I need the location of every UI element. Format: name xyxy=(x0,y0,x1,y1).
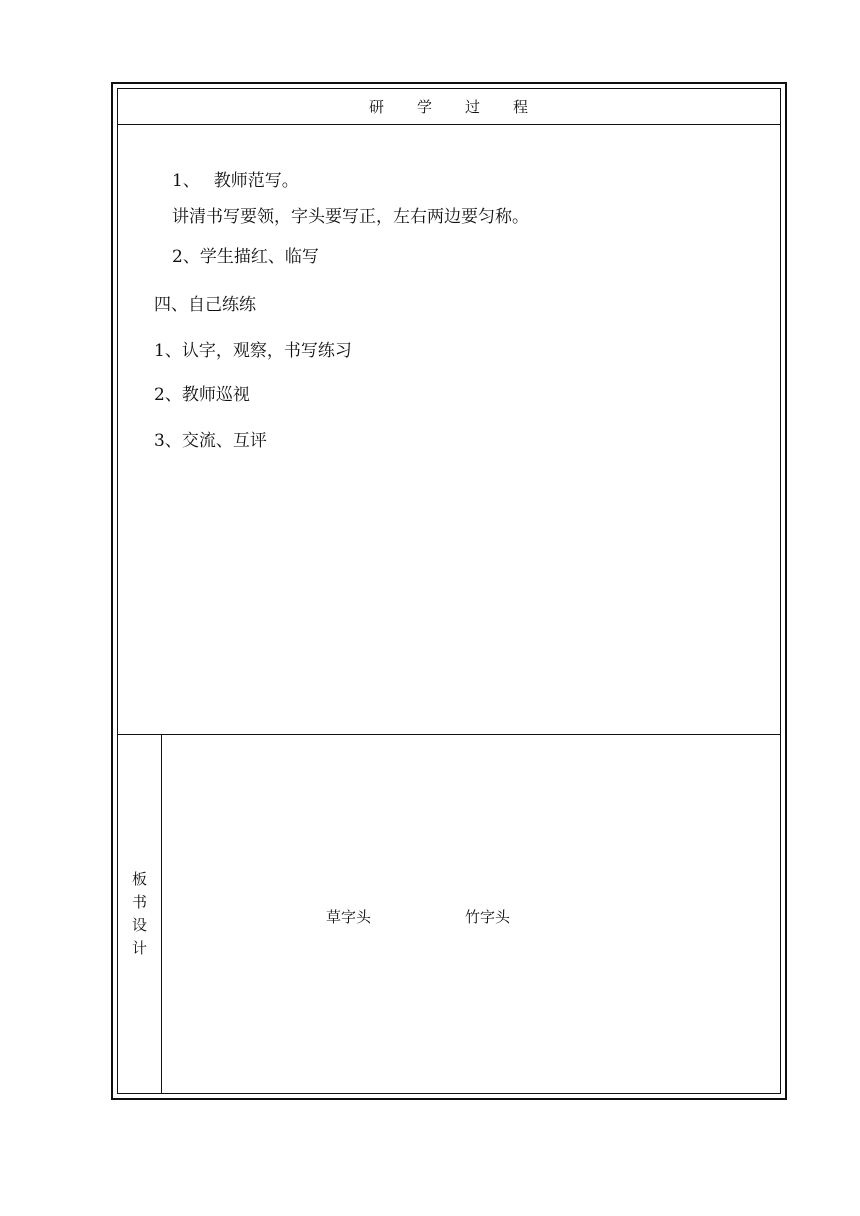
process-line-4: 四、自己练练 xyxy=(154,295,256,315)
lesson-table-outer-frame xyxy=(111,82,787,1100)
board-item-zhu-zi-tou: 竹字头 xyxy=(465,908,511,926)
board-design-label: 板书设计 xyxy=(131,870,147,957)
research-process-section xyxy=(118,125,780,735)
board-item-cao-zi-tou: 草字头 xyxy=(326,908,372,926)
process-line-5: 1、认字，观察，书写练习 xyxy=(154,341,352,361)
process-line-2: 讲清书写要领，字头要写正，左右两边要匀称。 xyxy=(172,207,529,227)
board-design-section xyxy=(118,735,780,1093)
process-line-6: 2、教师巡视 xyxy=(154,385,250,405)
lesson-table xyxy=(117,88,781,1094)
board-design-label-cell xyxy=(118,735,162,1093)
process-line-7: 3、交流、互评 xyxy=(154,431,267,451)
board-design-content xyxy=(162,735,780,1093)
process-line-1: 1、 教师范写。 xyxy=(172,171,299,191)
process-line-3: 2、学生描红、临写 xyxy=(172,247,319,267)
section-title: 研 学 过 程 xyxy=(368,98,529,116)
table-header-row xyxy=(118,89,780,125)
